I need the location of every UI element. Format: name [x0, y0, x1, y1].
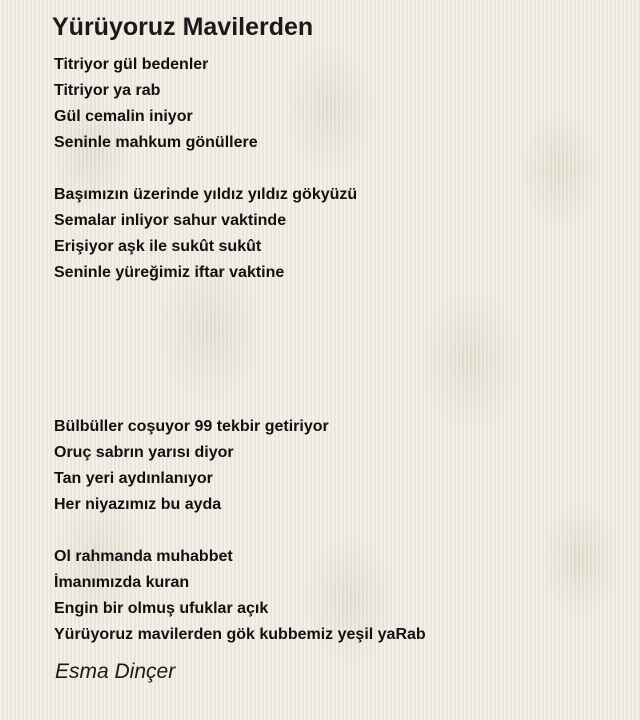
poem-title: Yürüyoruz Mavilerden — [52, 13, 314, 41]
stanza-1 — [54, 52, 624, 156]
poem-line: Seninle yüreğimiz iftar vaktine — [54, 264, 285, 281]
poem-line: Tan yeri aydınlanıyor — [54, 470, 213, 487]
poem-line: Her niyazımız bu ayda — [54, 496, 222, 513]
poem-author: Esma Dinçer — [55, 660, 176, 683]
poem-line: Titriyor ya rab — [54, 82, 161, 99]
poem-line: Semalar inliyor sahur vaktinde — [54, 212, 287, 229]
poem-line: Engin bir olmuş ufuklar açık — [54, 600, 269, 617]
poem-line: İmanımızda kuran — [54, 574, 190, 591]
stanza-4 — [54, 544, 624, 648]
poem-line: Yürüyoruz mavilerden gök kubbemiz yeşil yaRab — [54, 626, 426, 643]
poem-line: Oruç sabrın yarısı diyor — [54, 444, 234, 461]
poem-body — [54, 52, 624, 648]
poem-line: Bülbüller coşuyor 99 tekbir getiriyor — [54, 418, 329, 435]
poem-line: Titriyor gül bedenler — [54, 56, 209, 73]
stanza-spacer — [54, 286, 624, 414]
poem-line: Ol rahmanda muhabbet — [54, 548, 233, 565]
poem-line: Başımızın üzerinde yıldız yıldız gökyüzü — [54, 186, 358, 203]
stanza-3 — [54, 414, 624, 518]
stanza-spacer — [54, 156, 624, 182]
poem-line: Erişiyor aşk ile sukût sukût — [54, 238, 262, 255]
poem-line: Seninle mahkum gönüllere — [54, 134, 258, 151]
stanza-2 — [54, 182, 624, 286]
poem-line: Gül cemalin iniyor — [54, 108, 193, 125]
stanza-spacer — [54, 518, 624, 544]
